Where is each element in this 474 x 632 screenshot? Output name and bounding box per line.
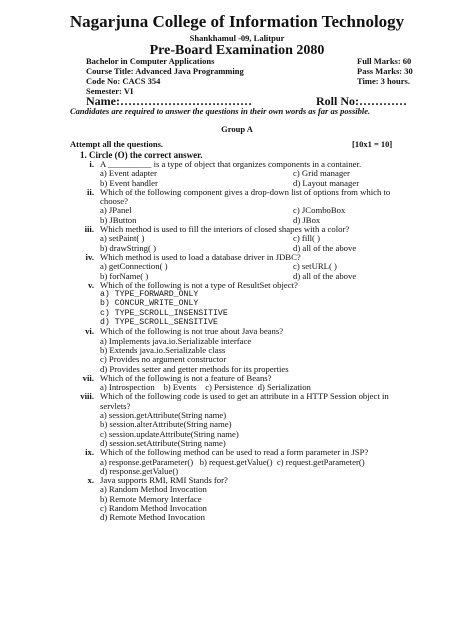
option-d: d) all of the above bbox=[293, 242, 357, 253]
question-number: i. bbox=[89, 159, 94, 169]
option-c: c) TYPE_SCROLL_INSENSITIVE bbox=[100, 308, 228, 318]
option-d: d) session.setAttribute(String name) bbox=[100, 437, 226, 448]
option-a: a) Introspection bbox=[100, 382, 155, 393]
time-allowed: Time: 3 hours. bbox=[357, 76, 410, 86]
option-a: a) setPaint( ) bbox=[100, 233, 145, 244]
question-number: ix. bbox=[85, 447, 94, 458]
candidate-instruction: Candidates are required to answer the questions in their own words as far as possible. bbox=[70, 106, 371, 116]
question-text: Which of the following is not true about Java beans? bbox=[100, 326, 284, 337]
question-text: Which method is used to load a database driver in JDBC? bbox=[100, 251, 301, 262]
question-text: Which of the following is not a feature of Beans? bbox=[100, 372, 272, 383]
option-a: a) session.getAttribute(String name) bbox=[100, 410, 227, 421]
option-b: b) CONCUR_WRITE_ONLY bbox=[100, 299, 199, 309]
option-c: c) session.updateAttribute(String name) bbox=[100, 428, 239, 439]
option-c: c) request.getParameter() bbox=[276, 456, 365, 467]
option-a: a) JPanel bbox=[100, 205, 132, 216]
full-marks: Full Marks: 60 bbox=[357, 56, 412, 66]
group-marks: [10x1 = 10] bbox=[352, 139, 393, 149]
question-9 bbox=[0, 448, 474, 476]
option-c: c) JComboBox bbox=[293, 205, 346, 216]
question-10 bbox=[0, 476, 474, 522]
option-d: d) Serialization bbox=[257, 382, 311, 393]
marks-info bbox=[357, 56, 413, 86]
option-b: b) Remote Memory Interface bbox=[100, 493, 202, 504]
name-field-label: Name:…………………………… bbox=[86, 94, 252, 108]
option-c: c) Grid manager bbox=[293, 168, 350, 179]
question-text: Java supports RMI, RMI Stands for? bbox=[100, 475, 228, 486]
question-number: iii. bbox=[84, 224, 94, 235]
option-d: d) all of the above bbox=[293, 270, 357, 281]
option-a: a) Implements java.io.Serializable interface bbox=[100, 335, 252, 346]
option-c: c) Persistence bbox=[205, 382, 254, 393]
course-title-line: Course Title: Advanced Java Programming bbox=[86, 66, 244, 76]
option-b: b) JButton bbox=[100, 214, 137, 225]
question-1 bbox=[0, 160, 474, 188]
exam-title: Pre-Board Examination 2080 bbox=[149, 43, 325, 58]
option-c: c) fill( ) bbox=[293, 233, 321, 244]
question-text: Which of the following is not a type of ResultSet object? bbox=[100, 279, 298, 290]
question-number: x. bbox=[87, 475, 94, 486]
circle-instruction: 1. Circle (O) the correct answer. bbox=[80, 150, 203, 160]
attempt-instruction: Attempt all the questions. bbox=[70, 139, 164, 149]
option-b: b) request.getValue() bbox=[199, 456, 273, 467]
option-a: a) getConnection( ) bbox=[100, 261, 168, 272]
option-list bbox=[100, 485, 474, 522]
question-text: Which of the following component gives a drop-down list of options from which to choose? bbox=[100, 186, 391, 207]
option-grid bbox=[100, 234, 474, 253]
option-a: a) Event adapter bbox=[100, 168, 157, 179]
question-3 bbox=[0, 225, 474, 253]
pass-marks: Pass Marks: 30 bbox=[357, 66, 413, 76]
option-a: a) Random Method Invocation bbox=[100, 484, 207, 495]
question-number: viii. bbox=[80, 391, 94, 402]
option-b: b) forName( ) bbox=[100, 270, 149, 281]
question-8 bbox=[0, 392, 474, 448]
option-b: b) session.alterAttribute(String name) bbox=[100, 419, 232, 430]
option-b: b) Events bbox=[163, 382, 197, 393]
group-title: Group A bbox=[221, 124, 253, 134]
question-5 bbox=[0, 281, 474, 327]
college-name: Nagarjuna College of Information Technology bbox=[69, 12, 405, 31]
option-list bbox=[100, 411, 474, 448]
course-info bbox=[86, 56, 244, 96]
option-list bbox=[100, 337, 474, 374]
question-text: A __________ is a type of object that organizes components in a container. bbox=[100, 159, 362, 169]
option-grid bbox=[100, 169, 474, 188]
question-2 bbox=[0, 188, 474, 225]
question-number: vi. bbox=[85, 326, 94, 337]
option-d: d) TYPE_SCROLL_SENSITIVE bbox=[100, 318, 218, 328]
question-number: ii. bbox=[87, 186, 94, 197]
question-7 bbox=[0, 374, 474, 393]
question-number: vii. bbox=[82, 372, 94, 383]
option-a: a) TYPE_FORWARD_ONLY bbox=[100, 290, 199, 300]
college-address: Shankhamul -09, Lalitpur bbox=[189, 33, 285, 43]
option-b: b) drawString( ) bbox=[100, 242, 156, 253]
option-b: b) Extends java.io.Serializable class bbox=[100, 344, 226, 355]
option-d: d) Remote Method Invocation bbox=[100, 512, 205, 523]
question-number: iv. bbox=[85, 251, 94, 262]
option-d: d) Provides setter and getter methods for its properties bbox=[100, 363, 289, 374]
question-list bbox=[0, 160, 474, 523]
option-d: d) JBox bbox=[293, 214, 321, 225]
option-d: d) Layout manager bbox=[293, 177, 360, 188]
option-c: c) Random Method Invocation bbox=[100, 502, 207, 513]
question-4 bbox=[0, 253, 474, 281]
option-list bbox=[100, 290, 474, 327]
option-d: d) response.getValue() bbox=[100, 465, 179, 476]
option-b: b) Event handler bbox=[100, 177, 158, 188]
question-text: Which method is used to fill the interiors of closed shapes with a color? bbox=[100, 224, 350, 235]
question-text: Which of the following method can be used to read a form parameter in JSP? bbox=[100, 447, 369, 458]
semester-line: Semester: VI bbox=[86, 86, 134, 96]
option-c: c) setURL( ) bbox=[293, 261, 337, 272]
program-line: Bachelor in Computer Applications bbox=[86, 56, 215, 66]
question-number: v. bbox=[87, 279, 94, 290]
option-a: a) response.getParameter() bbox=[100, 456, 194, 467]
question-text: Which of the following code is used to get an attribute in a HTTP Session object in servlets? bbox=[100, 391, 389, 411]
option-grid bbox=[100, 262, 474, 281]
option-grid bbox=[100, 206, 474, 225]
question-6 bbox=[0, 327, 474, 373]
roll-number-label: Roll No:………… bbox=[316, 94, 407, 108]
option-c: c) Provides no argument constructor bbox=[100, 354, 227, 365]
course-code-line: Code No: CACS 354 bbox=[86, 76, 161, 86]
